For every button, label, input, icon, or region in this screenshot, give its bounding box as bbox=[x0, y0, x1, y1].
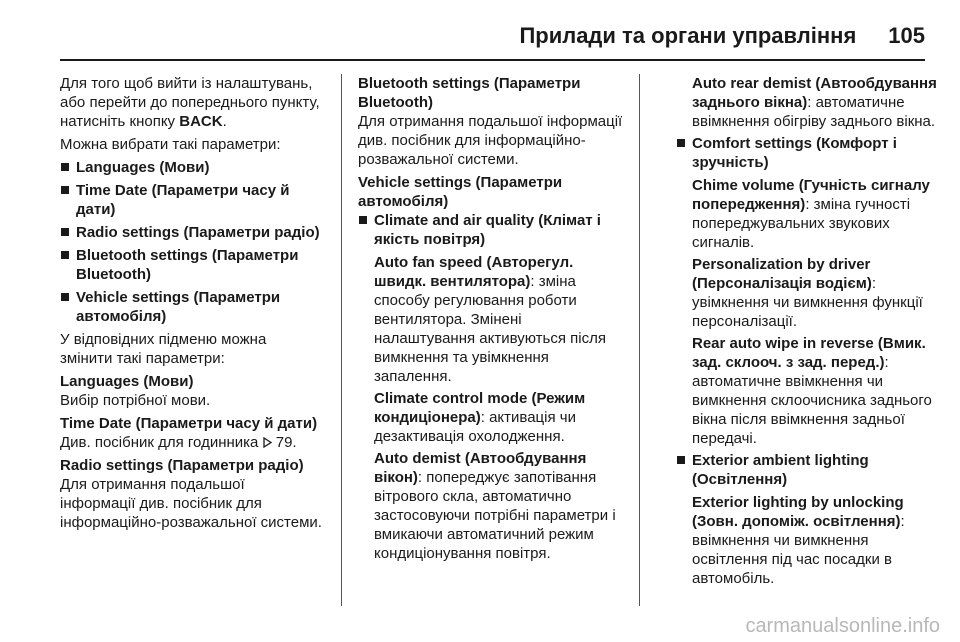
auto-demist-entry: Auto demist (Автообдування вікон): попереджує запотівання вітрового скла, автоматично застосовуючи потрібні параметри і вмикаючи автоматичний режим кондиціонування повітря. bbox=[374, 450, 616, 562]
list-item-radio: Radio settings (Параметри радіо) bbox=[60, 223, 322, 242]
climate-subsection bbox=[358, 253, 626, 563]
climate-mode-entry: Climate control mode (Режим кондиціонера): активація чи дезактивація охолодження. bbox=[374, 390, 586, 445]
radio-heading: Radio settings (Параметри радіо) bbox=[60, 457, 304, 474]
column-divider-2 bbox=[639, 74, 640, 606]
list-item-time-date: Time Date (Параметри часу й дати) bbox=[60, 181, 322, 219]
list-item-exterior: Exterior ambient lighting (Освітлення) bbox=[676, 451, 938, 489]
page-number: 105 bbox=[888, 23, 925, 48]
languages-text: Вибір потрібної мови. bbox=[60, 392, 211, 409]
params-intro: Можна вибрати такі параметри: bbox=[60, 136, 281, 153]
vehicle-list bbox=[358, 211, 626, 249]
rear-wipe-entry: Rear auto wipe in reverse (Вмик. зад. склооч. з зад. перед.): автоматичне ввімкнення чи вимкнення склоочисника заднього вікна після ввімкнення задньої передачі. bbox=[692, 335, 932, 447]
personalization-entry: Personalization by driver (Персоналізація водієм): увімкнення чи вимкнення функції персоналізації. bbox=[692, 256, 923, 330]
time-date-heading: Time Date (Параметри часу й дати) bbox=[60, 415, 318, 432]
column-divider-1 bbox=[341, 74, 342, 606]
back-button-label: BACK bbox=[179, 113, 223, 130]
chime-volume-entry: Chime volume (Гучність сигналу попередження): зміна гучності попереджувальних звукових сигналів. bbox=[692, 177, 930, 251]
list-item-languages: Languages (Мови) bbox=[60, 158, 322, 177]
column-2 bbox=[358, 74, 626, 566]
intro-paragraph: Для того щоб вийти із налаштувань, або перейти до попереднього пункту, натисніть кнопку BACK. bbox=[60, 75, 320, 130]
list-item-comfort: Comfort settings (Комфорт і зручність) bbox=[676, 134, 938, 172]
bluetooth-heading: Bluetooth settings (Параметри Bluetooth) bbox=[358, 75, 581, 111]
unlock-lighting-entry: Exterior lighting by unlocking (Зовн. допоміж. освітлення): ввімкнення чи вимкнення освітлення під час посадки в автомобіль. bbox=[692, 494, 905, 587]
list-item-vehicle: Vehicle settings (Параметри автомобіля) bbox=[60, 288, 322, 326]
column-1 bbox=[60, 74, 322, 536]
comfort-subsection bbox=[676, 176, 938, 448]
time-date-text: Див. посібник для годинника 79. bbox=[60, 434, 297, 451]
radio-text: Для отримання подальшої інформації див. посібник для інформаційно-розважальної системи. bbox=[60, 476, 322, 531]
settings-list bbox=[60, 158, 322, 326]
page-header bbox=[60, 14, 925, 58]
page-reference[interactable]: 79. bbox=[275, 434, 297, 451]
submenu-note: У відповідних підменю можна змінити такі параметри: bbox=[60, 331, 267, 367]
exterior-list bbox=[676, 451, 938, 489]
exterior-subsection bbox=[676, 493, 938, 588]
column-3 bbox=[676, 74, 938, 591]
page-title: Прилади та органи управління bbox=[519, 23, 857, 48]
vehicle-heading: Vehicle settings (Параметри автомобіля) bbox=[358, 174, 563, 210]
watermark: carmanualsonline.info bbox=[745, 615, 940, 637]
triangle-arrow-icon bbox=[263, 434, 272, 451]
climate-subsection-cont bbox=[676, 74, 938, 131]
fan-speed-entry: Auto fan speed (Авторегул. швидк. вентилятора): зміна способу регулювання роботи вентилятора. Змінені налаштування активуються після вимкнення та увімкнення запалення. bbox=[374, 254, 606, 385]
comfort-list bbox=[676, 134, 938, 172]
header-divider bbox=[60, 59, 925, 61]
rear-demist-entry: Auto rear demist (Автообдування заднього вікна): автоматичне ввімкнення обігріву заднього вікна. bbox=[692, 75, 937, 130]
languages-heading: Languages (Мови) bbox=[60, 373, 194, 390]
list-item-bluetooth: Bluetooth settings (Параметри Bluetooth) bbox=[60, 246, 322, 284]
list-item-climate: Climate and air quality (Клімат і якість повітря) bbox=[358, 211, 626, 249]
bluetooth-text: Для отримання подальшої інформації див. посібник для інформаційно-розважальної системи. bbox=[358, 113, 623, 168]
